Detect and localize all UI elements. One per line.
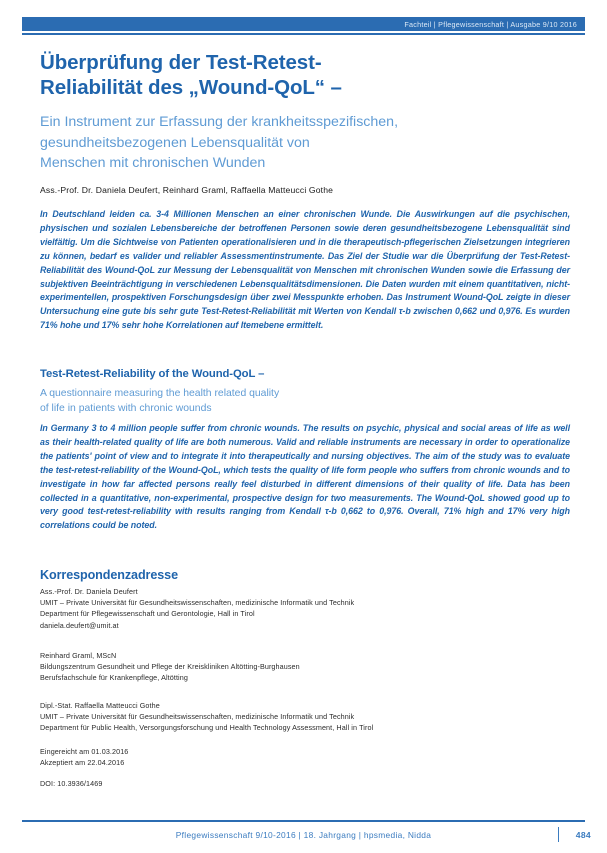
english-title: Test-Retest-Reliability of the Wound-QoL –: [40, 368, 265, 380]
correspondence-heading: Korrespondenzadresse: [40, 568, 178, 582]
doi-line: DOI: 10.3936/1469: [40, 779, 103, 788]
footer-citation: Pflegewissenschaft 9/10-2016 | 18. Jahrgang | hpsmedia, Nidda: [175, 830, 432, 840]
footer-divider: [22, 820, 585, 822]
page-subtitle: Ein Instrument zur Erfassung der krankheitsspezifischen, gesundheitsbezogenen Lebensqualität von Menschen mit chronischen Wunden: [40, 114, 399, 171]
page-number: 484: [575, 830, 591, 840]
correspondence-author-3: Dipl.-Stat. Raffaella Matteucci Gothe UMIT – Private Universität für Gesundheitswissenschaften, medizinische Informatik und Technik Department für Public Health, Versorgungsforschung und Health Technology Assessment, Hall in Tirol: [40, 701, 374, 733]
correspondence-author-1: Ass.-Prof. Dr. Daniela Deufert UMIT – Private Universität für Gesundheitswissenschaften, medizinische Informatik und Technik Department für Pflegewissenschaft und Gerontologie, Hall in Tirol daniela.deufert@umit.at: [40, 587, 355, 630]
header-breadcrumb: Fachteil | Pflegewissenschaft | Ausgabe 9/10 2016: [404, 19, 577, 29]
page-header-bar: [22, 17, 585, 31]
english-subtitle: A questionnaire measuring the health related quality of life in patients with chronic wounds: [40, 388, 280, 414]
abstract-german: In Deutschland leiden ca. 3-4 Millionen Menschen an einer chronischen Wunde. Die Auswirkungen auf die psychischen, physischen und sozialen Lebensbereiche der betroffenen Personen sowie deren gesundheitsbezogene Lebensqualität sind vielfältig. Um die Sichtweise von Patienten operationalisieren und in die therapeutisch-pflegerischen Zielsetzungen integrieren zu können, bedarf es valider und reliabler Assessmentinstrumente. Das Ziel der Studie war die Überprüfung der Test-Retest-Reliabilität des Wound-QoL zur Messung der Lebensqualität von Menschen mit chronischen Wunden sowie die Erfassung der subjektiven Beeinträchtigung in verschiedenen Lebensqualitätsdimensionen. Die Daten wurden mit einem quantitativen, nicht-experimentellen, prospektiven Forschungsdesign über zwei Messpunkte erhoben. Das Instrument Wound-QoL zeigte in dieser Untersuchung eine gute bis sehr gute Test-Retest-Reliabilität mit Werten von Kendall τ-b zwischen 0,662 und 0,976. Es wurden 71% hohe und 17% sehr hohe Korrelationen auf Itemebene ermittelt.: [40, 209, 570, 331]
footer-separator: [558, 827, 559, 842]
correspondence-author-2: Reinhard Graml, MScN Bildungszentrum Gesundheit und Pflege der Kreiskliniken Altötting-Burghausen Berufsfachschule für Krankenpflege, Altötting: [40, 651, 300, 683]
author-line: Ass.-Prof. Dr. Daniela Deufert, Reinhard Graml, Raffaella Matteucci Gothe: [40, 185, 334, 195]
page-footer: [22, 826, 585, 844]
header-divider: [22, 33, 585, 35]
page-title: Überprüfung der Test-Retest- Reliabilität des „Wound-QoL“ –: [40, 51, 342, 99]
submission-dates: Eingereicht am 01.03.2016 Akzeptiert am 22.04.2016: [40, 747, 129, 768]
abstract-english: In Germany 3 to 4 million people suffer from chronic wounds. The results on psychic, physical and social areas of life as well as their health-related quality of life are both numerous. Valid and reliable instruments are necessary in order to operationalize the patients' point of view and to integrate it into therapeutically and nursing objectives. The aim of the study was to evaluate the test-retest-reliability of the Wound-QoL, which tests the quality of life form people who suffers from chronic wounds and to investigate in how far affected persons really feel disturbed in different dimensions of their quality of life. Data has been collected in a quantitative, non-experimental, prospective design for two measurements. The Wound-QoL showed good up to very good test-retest-reliability with results ranging from Kendall τ-b 0,662 to 0,976. Overall, 71% high and 17% very high correlations could be noted.: [40, 423, 570, 531]
